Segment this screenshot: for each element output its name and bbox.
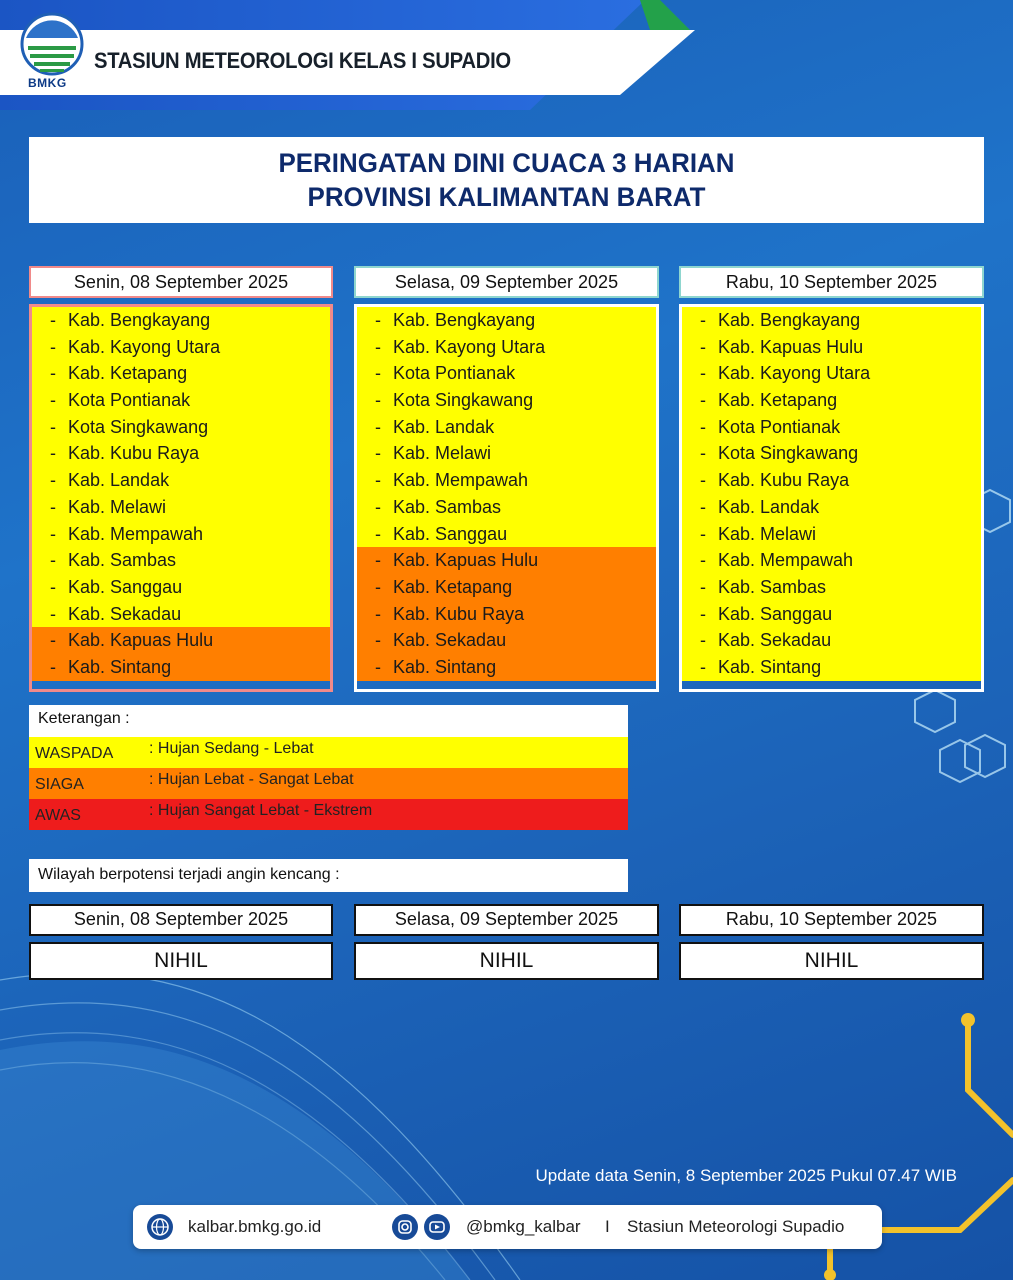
list-item [682, 387, 981, 414]
list-dash: - [375, 576, 381, 597]
list-dash: - [375, 470, 381, 491]
legend-key: SIAGA [35, 776, 84, 793]
list-item [682, 574, 981, 601]
list-item [32, 307, 330, 334]
day1-warning-list [29, 304, 333, 692]
list-dash: - [375, 310, 381, 330]
list-item [357, 307, 656, 334]
list-item [682, 334, 981, 361]
list-dash: - [700, 523, 706, 544]
legend-waspada [29, 737, 628, 768]
list-item [357, 547, 656, 574]
region-name: Kab. Sintang [718, 656, 822, 677]
list-dash: - [50, 336, 56, 357]
region-name: Kab. Sanggau [393, 523, 508, 544]
day3-waspada-group [682, 307, 981, 681]
list-item [682, 467, 981, 494]
list-dash: - [700, 363, 706, 384]
page-title [29, 137, 984, 223]
region-name: Kab. Kayong Utara [393, 336, 546, 357]
list-item [32, 547, 330, 574]
region-name: Kota Pontianak [393, 363, 516, 384]
website-link[interactable]: kalbar.bmkg.go.id [188, 1217, 322, 1236]
region-name: Kab. Sintang [68, 656, 172, 677]
region-name: Kab. Kapuas Hulu [393, 550, 539, 571]
day1-date: Senin, 08 September 2025 [29, 266, 333, 298]
list-dash: - [700, 576, 706, 597]
region-name: Kab. Kapuas Hulu [68, 630, 214, 651]
region-name: Kab. Kubu Raya [68, 443, 200, 464]
station-name: STASIUN METEOROLOGI KELAS I SUPADIO [94, 48, 511, 73]
list-dash: - [50, 443, 56, 464]
list-dash: - [375, 603, 381, 624]
list-item [682, 440, 981, 467]
list-item [32, 414, 330, 441]
list-item [357, 574, 656, 601]
list-item [682, 521, 981, 548]
region-name: Kota Singkawang [718, 443, 859, 464]
list-item [32, 334, 330, 361]
list-dash: - [50, 470, 56, 491]
list-dash: - [50, 630, 56, 651]
list-dash: - [50, 363, 56, 384]
list-dash: - [700, 336, 706, 357]
legend-desc: : Hujan Lebat - Sangat Lebat [149, 771, 354, 788]
day2-warning-list [354, 304, 659, 692]
list-item [682, 360, 981, 387]
list-item [357, 494, 656, 521]
region-name: Kab. Landak [393, 416, 495, 437]
social-handle[interactable]: @bmkg_kalbar [466, 1217, 581, 1236]
legend-desc: : Hujan Sangat Lebat - Ekstrem [149, 802, 373, 819]
region-name: Kab. Melawi [68, 496, 167, 517]
region-name: Kab. Kubu Raya [718, 470, 850, 491]
list-dash: - [700, 630, 706, 651]
wind-day3-value: NIHIL [679, 942, 984, 980]
list-dash: - [700, 550, 706, 571]
instagram-icon[interactable] [392, 1214, 418, 1240]
region-name: Kab. Kubu Raya [393, 603, 525, 624]
region-name: Kab. Melawi [718, 523, 817, 544]
region-name: Kab. Bengkayang [718, 310, 861, 330]
list-item [32, 467, 330, 494]
list-dash: - [700, 603, 706, 624]
list-item [682, 307, 981, 334]
list-dash: - [700, 470, 706, 491]
region-name: Kab. Kayong Utara [68, 336, 221, 357]
list-item [682, 414, 981, 441]
region-name: Kab. Sanggau [718, 603, 833, 624]
day2-siaga-group [357, 547, 656, 680]
region-name: Kota Singkawang [68, 416, 209, 437]
list-item [357, 467, 656, 494]
list-dash: - [700, 443, 706, 464]
region-name: Kab. Landak [68, 470, 170, 491]
region-name: Kab. Mempawah [393, 470, 529, 491]
list-item [32, 601, 330, 628]
region-name: Kab. Mempawah [68, 523, 204, 544]
list-dash: - [50, 390, 56, 411]
region-name: Kab. Sanggau [68, 576, 183, 597]
list-item [32, 654, 330, 681]
list-item [357, 440, 656, 467]
wind-day2-value: NIHIL [354, 942, 659, 980]
list-dash: - [375, 656, 381, 677]
region-name: Kota Pontianak [718, 416, 841, 437]
day2-waspada-group [357, 307, 656, 547]
list-item [32, 627, 330, 654]
list-dash: - [50, 550, 56, 571]
title-line-2: PROVINSI KALIMANTAN BARAT [307, 182, 706, 212]
legend-awas [29, 799, 628, 830]
day2-date: Selasa, 09 September 2025 [354, 266, 659, 298]
list-dash: - [700, 656, 706, 677]
list-dash: - [50, 523, 56, 544]
list-item [357, 414, 656, 441]
day3-warning-list [679, 304, 984, 692]
region-name: Kab. Melawi [393, 443, 492, 464]
list-item [32, 574, 330, 601]
list-item [357, 521, 656, 548]
list-dash: - [700, 496, 706, 517]
wind-day2-date: Selasa, 09 September 2025 [354, 904, 659, 936]
region-name: Kab. Ketapang [393, 576, 513, 597]
list-item [682, 494, 981, 521]
list-item [357, 387, 656, 414]
region-name: Kab. Kayong Utara [718, 363, 871, 384]
day1-siaga-group [32, 627, 330, 680]
list-item [357, 627, 656, 654]
list-dash: - [375, 363, 381, 384]
update-timestamp: Update data Senin, 8 September 2025 Pukul 07.47 WIB [535, 1166, 957, 1185]
list-item [32, 360, 330, 387]
footer-bar [133, 1205, 882, 1249]
list-dash: - [700, 416, 706, 437]
list-dash: - [375, 443, 381, 464]
list-dash: - [700, 390, 706, 411]
region-name: Kab. Sekadau [68, 603, 182, 624]
list-dash: - [375, 523, 381, 544]
footer-separator: I [605, 1217, 610, 1236]
region-name: Kab. Sekadau [718, 630, 832, 651]
header-banner [0, 0, 1013, 110]
list-item [357, 601, 656, 628]
list-dash: - [375, 416, 381, 437]
list-item [357, 334, 656, 361]
region-name: Kab. Mempawah [718, 550, 854, 571]
region-name: Kab. Kapuas Hulu [718, 336, 864, 357]
legend-key: WASPADA [35, 745, 114, 762]
list-dash: - [700, 310, 706, 330]
list-dash: - [375, 390, 381, 411]
region-name: Kab. Landak [718, 496, 820, 517]
list-item [32, 521, 330, 548]
region-name: Kab. Bengkayang [68, 310, 211, 330]
list-item [32, 440, 330, 467]
list-dash: - [50, 576, 56, 597]
wind-day1-value: NIHIL [29, 942, 333, 980]
wind-day3-date: Rabu, 10 September 2025 [679, 904, 984, 936]
day1-waspada-group [32, 307, 330, 627]
region-name: Kab. Sintang [393, 656, 497, 677]
list-dash: - [375, 550, 381, 571]
legend-siaga [29, 768, 628, 799]
region-name: Kab. Sambas [68, 550, 177, 571]
wind-heading: Wilayah berpotensi terjadi angin kencang : [29, 859, 628, 892]
list-item [682, 654, 981, 681]
list-dash: - [50, 416, 56, 437]
day3-date: Rabu, 10 September 2025 [679, 266, 984, 298]
wind-day1-date: Senin, 08 September 2025 [29, 904, 333, 936]
globe-icon [147, 1214, 173, 1240]
footer-station-name: Stasiun Meteorologi Supadio [627, 1217, 845, 1236]
legend-heading: Keterangan : [29, 705, 628, 737]
region-name: Kab. Sekadau [393, 630, 507, 651]
list-dash: - [375, 630, 381, 651]
region-name: Kab. Sambas [718, 576, 827, 597]
title-line-1: PERINGATAN DINI CUACA 3 HARIAN [278, 148, 735, 178]
list-dash: - [375, 496, 381, 517]
region-name: Kab. Ketapang [68, 363, 188, 384]
list-dash: - [50, 496, 56, 517]
list-item [357, 654, 656, 681]
region-name: Kab. Sambas [393, 496, 502, 517]
list-item [357, 360, 656, 387]
list-item [682, 627, 981, 654]
list-dash: - [50, 656, 56, 677]
region-name: Kota Pontianak [68, 390, 191, 411]
list-dash: - [375, 336, 381, 357]
youtube-icon[interactable] [424, 1214, 450, 1240]
list-dash: - [50, 310, 56, 330]
list-item [32, 387, 330, 414]
logo-text: BMKG [28, 76, 67, 90]
region-name: Kab. Ketapang [718, 390, 838, 411]
list-dash: - [50, 603, 56, 624]
list-item [682, 601, 981, 628]
list-item [682, 547, 981, 574]
legend-desc: : Hujan Sedang - Lebat [149, 740, 314, 757]
legend [29, 705, 628, 830]
region-name: Kab. Bengkayang [393, 310, 536, 330]
region-name: Kota Singkawang [393, 390, 534, 411]
legend-key: AWAS [35, 807, 81, 824]
list-item [32, 494, 330, 521]
